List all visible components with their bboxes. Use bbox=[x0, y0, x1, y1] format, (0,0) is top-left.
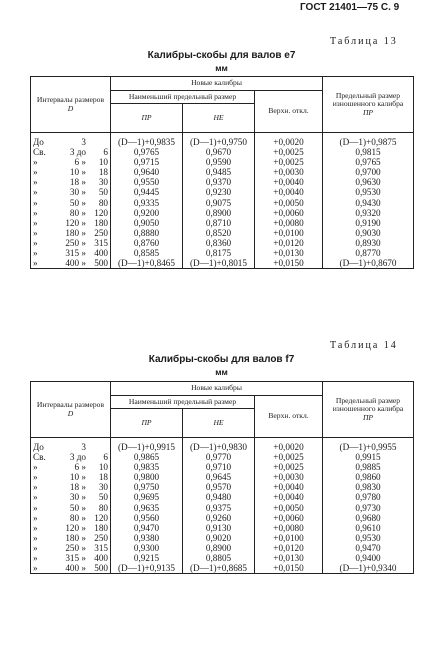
cell-interval bbox=[31, 238, 111, 248]
cell-interval bbox=[31, 248, 111, 258]
cell-pr: 0,9835 bbox=[111, 462, 183, 472]
table-row bbox=[31, 133, 414, 148]
interval-to: 6 bbox=[103, 452, 108, 463]
header-min-limit: Наименьший предельный размер bbox=[111, 91, 255, 104]
cell-interval bbox=[31, 438, 111, 453]
interval-to: 6 bbox=[103, 147, 108, 158]
interval-to: 180 bbox=[94, 217, 108, 228]
table-body bbox=[31, 133, 414, 269]
cell-worn-pr: (D—1)+0,9955 bbox=[323, 438, 414, 453]
cell-ne: 0,9370 bbox=[183, 177, 255, 187]
interval-prefix: » bbox=[33, 258, 38, 269]
table-row bbox=[31, 543, 414, 553]
interval-prefix: » bbox=[33, 462, 38, 473]
header-pr: ПР bbox=[111, 409, 183, 438]
cell-ne: 0,9230 bbox=[183, 187, 255, 197]
interval-from: 400 » bbox=[65, 563, 86, 574]
cell-worn-pr: 0,9030 bbox=[323, 228, 414, 238]
interval-from: 180 » bbox=[65, 532, 86, 543]
cell-ne: 0,9485 bbox=[183, 167, 255, 177]
cell-pr: (D—1)+0,9135 bbox=[111, 563, 183, 574]
cell-worn-pr: 0,9815 bbox=[323, 147, 414, 157]
cell-upper-dev: +0,0100 bbox=[255, 228, 323, 238]
cell-upper-dev: +0,0050 bbox=[255, 198, 323, 208]
cell-ne: 0,9480 bbox=[183, 492, 255, 502]
cell-interval bbox=[31, 462, 111, 472]
cell-worn-pr: 0,9860 bbox=[323, 472, 414, 482]
interval-from: 10 » bbox=[69, 167, 86, 178]
cell-pr: 0,9800 bbox=[111, 472, 183, 482]
cell-worn-pr: (D—1)+0,8670 bbox=[323, 258, 414, 269]
cell-pr: (D—1)+0,9915 bbox=[111, 438, 183, 453]
interval-prefix: » bbox=[33, 512, 38, 523]
interval-to: 120 bbox=[94, 512, 108, 523]
interval-to: 500 bbox=[94, 258, 108, 269]
cell-pr: 0,9200 bbox=[111, 208, 183, 218]
interval-prefix: » bbox=[33, 197, 38, 208]
header-ne: НЕ bbox=[183, 409, 255, 438]
cell-ne: 0,9375 bbox=[183, 503, 255, 513]
cell-ne: 0,9645 bbox=[183, 472, 255, 482]
interval-to: 120 bbox=[94, 207, 108, 218]
cell-pr: 0,8880 bbox=[111, 228, 183, 238]
cell-pr: 0,9750 bbox=[111, 482, 183, 492]
cell-worn-pr: 0,9190 bbox=[323, 218, 414, 228]
cell-pr: 0,8760 bbox=[111, 238, 183, 248]
interval-to: 250 bbox=[94, 532, 108, 543]
cell-interval bbox=[31, 482, 111, 492]
interval-to: 250 bbox=[94, 227, 108, 238]
interval-to bbox=[86, 442, 108, 452]
interval-to bbox=[86, 137, 108, 147]
interval-prefix: » bbox=[33, 157, 38, 168]
table-row bbox=[31, 258, 414, 269]
cell-pr: 0,9380 bbox=[111, 533, 183, 543]
cell-ne: 0,9260 bbox=[183, 513, 255, 523]
interval-prefix: » bbox=[33, 167, 38, 178]
cell-worn-pr: 0,8770 bbox=[323, 248, 414, 258]
interval-from: 120 » bbox=[65, 217, 86, 228]
cell-interval bbox=[31, 177, 111, 187]
cell-ne: (D—1)+0,9830 bbox=[183, 438, 255, 453]
table-row bbox=[31, 177, 414, 187]
cell-interval bbox=[31, 208, 111, 218]
header-intervals: Интервалы размеров D bbox=[31, 382, 111, 438]
header-upper-dev: Верхн. откл. bbox=[255, 91, 323, 133]
interval-from: 315 » bbox=[65, 248, 86, 259]
interval-prefix: » bbox=[33, 553, 38, 564]
cell-interval bbox=[31, 187, 111, 197]
table-row bbox=[31, 187, 414, 197]
interval-to: 30 bbox=[98, 177, 108, 188]
cell-upper-dev: +0,0040 bbox=[255, 492, 323, 502]
cell-upper-dev: +0,0080 bbox=[255, 523, 323, 533]
table-number-label: Таблица 13 bbox=[330, 36, 398, 47]
interval-prefix: » bbox=[33, 227, 38, 238]
table-row bbox=[31, 228, 414, 238]
cell-pr: 0,9695 bbox=[111, 492, 183, 502]
cell-worn-pr: 0,8930 bbox=[323, 238, 414, 248]
cell-pr: 0,8585 bbox=[111, 248, 183, 258]
cell-pr: 0,9635 bbox=[111, 503, 183, 513]
cell-ne: 0,8710 bbox=[183, 218, 255, 228]
table-row bbox=[31, 238, 414, 248]
interval-prefix: До bbox=[33, 137, 44, 147]
interval-prefix: » bbox=[33, 532, 38, 543]
table-unit: мм bbox=[215, 367, 228, 377]
cell-interval bbox=[31, 553, 111, 563]
interval-to: 400 bbox=[94, 553, 108, 564]
table-row bbox=[31, 452, 414, 462]
interval-prefix: Св. bbox=[33, 452, 46, 463]
cell-worn-pr: 0,9700 bbox=[323, 167, 414, 177]
interval-prefix: До bbox=[33, 442, 44, 452]
table-row bbox=[31, 482, 414, 492]
cell-ne: 0,9570 bbox=[183, 482, 255, 492]
interval-from: 18 » bbox=[69, 482, 86, 493]
cell-pr: 0,9715 bbox=[111, 157, 183, 167]
interval-from: 315 » bbox=[65, 553, 86, 564]
table-row bbox=[31, 167, 414, 177]
cell-pr: 0,9470 bbox=[111, 523, 183, 533]
table-row bbox=[31, 438, 414, 453]
cell-worn-pr: 0,9530 bbox=[323, 187, 414, 197]
interval-prefix: » bbox=[33, 248, 38, 259]
interval-from: 180 » bbox=[65, 227, 86, 238]
table-row bbox=[31, 198, 414, 208]
cell-worn-pr: 0,9730 bbox=[323, 503, 414, 513]
table-row bbox=[31, 208, 414, 218]
header-new-gauges: Новые калибры bbox=[111, 77, 323, 91]
interval-to: 30 bbox=[98, 482, 108, 493]
cell-ne: 0,8520 bbox=[183, 228, 255, 238]
interval-from: 80 » bbox=[69, 512, 86, 523]
cell-pr: 0,9865 bbox=[111, 452, 183, 462]
table-row bbox=[31, 563, 414, 574]
interval-to: 10 bbox=[98, 462, 108, 473]
cell-upper-dev: +0,0020 bbox=[255, 438, 323, 453]
cell-upper-dev: +0,0080 bbox=[255, 218, 323, 228]
cell-pr: 0,9560 bbox=[111, 513, 183, 523]
table-row bbox=[31, 462, 414, 472]
table-row bbox=[31, 472, 414, 482]
table-row bbox=[31, 513, 414, 523]
interval-to: 500 bbox=[94, 563, 108, 574]
cell-interval bbox=[31, 198, 111, 208]
cell-ne: (D—1)+0,8685 bbox=[183, 563, 255, 574]
cell-upper-dev: +0,0040 bbox=[255, 187, 323, 197]
interval-to: 80 bbox=[98, 502, 108, 513]
interval-prefix: » bbox=[33, 492, 38, 503]
cell-upper-dev: +0,0030 bbox=[255, 167, 323, 177]
cell-worn-pr: 0,9915 bbox=[323, 452, 414, 462]
table-row bbox=[31, 503, 414, 513]
interval-to: 18 bbox=[98, 472, 108, 483]
interval-from: 6 » bbox=[74, 157, 86, 168]
cell-upper-dev: +0,0120 bbox=[255, 238, 323, 248]
cell-upper-dev: +0,0130 bbox=[255, 248, 323, 258]
cell-pr: (D—1)+0,9835 bbox=[111, 133, 183, 148]
interval-from: 3 до bbox=[69, 452, 86, 463]
cell-ne: (D—1)+0,8015 bbox=[183, 258, 255, 269]
interval-to: 18 bbox=[98, 167, 108, 178]
cell-upper-dev: +0,0050 bbox=[255, 503, 323, 513]
cell-interval bbox=[31, 157, 111, 167]
cell-upper-dev: +0,0060 bbox=[255, 208, 323, 218]
cell-ne: 0,9130 bbox=[183, 523, 255, 533]
interval-from: 30 » bbox=[69, 492, 86, 503]
interval-prefix: » bbox=[33, 482, 38, 493]
table-number-label: Таблица 14 bbox=[330, 340, 398, 351]
cell-worn-pr: 0,9470 bbox=[323, 543, 414, 553]
cell-ne: 0,8360 bbox=[183, 238, 255, 248]
cell-upper-dev: +0,0030 bbox=[255, 472, 323, 482]
header-intervals: Интервалы размеров D bbox=[31, 77, 111, 133]
cell-pr: 0,9640 bbox=[111, 167, 183, 177]
interval-from: 250 » bbox=[65, 237, 86, 248]
table-row bbox=[31, 248, 414, 258]
cell-pr: 0,9050 bbox=[111, 218, 183, 228]
cell-worn-pr: 0,9430 bbox=[323, 198, 414, 208]
interval-from: 30 » bbox=[69, 187, 86, 198]
cell-ne: (D—1)+0,9750 bbox=[183, 133, 255, 148]
table-body bbox=[31, 438, 414, 574]
cell-worn-pr: 0,9630 bbox=[323, 177, 414, 187]
header-pr: ПР bbox=[111, 104, 183, 133]
cell-pr: 0,9765 bbox=[111, 147, 183, 157]
interval-prefix: » bbox=[33, 217, 38, 228]
interval-to: 80 bbox=[98, 197, 108, 208]
interval-to: 50 bbox=[98, 492, 108, 503]
cell-upper-dev: +0,0040 bbox=[255, 177, 323, 187]
interval-to: 315 bbox=[94, 542, 108, 553]
cell-interval bbox=[31, 472, 111, 482]
cell-upper-dev: +0,0120 bbox=[255, 543, 323, 553]
header-worn-gauge: Предельный размер изношенного калибра ПР bbox=[323, 382, 414, 438]
cell-upper-dev: +0,0060 bbox=[255, 513, 323, 523]
cell-ne: 0,9590 bbox=[183, 157, 255, 167]
cell-ne: 0,9075 bbox=[183, 198, 255, 208]
cell-interval bbox=[31, 147, 111, 157]
cell-upper-dev: +0,0100 bbox=[255, 533, 323, 543]
cell-worn-pr: (D—1)+0,9875 bbox=[323, 133, 414, 148]
interval-from: 50 » bbox=[69, 502, 86, 513]
cell-interval bbox=[31, 533, 111, 543]
cell-pr: 0,9335 bbox=[111, 198, 183, 208]
interval-from: 400 » bbox=[65, 258, 86, 269]
cell-worn-pr: 0,9830 bbox=[323, 482, 414, 492]
interval-prefix: » bbox=[33, 237, 38, 248]
cell-pr: 0,9215 bbox=[111, 553, 183, 563]
interval-to: 400 bbox=[94, 248, 108, 259]
cell-upper-dev: +0,0150 bbox=[255, 258, 323, 269]
interval-prefix: » bbox=[33, 472, 38, 483]
table-row bbox=[31, 218, 414, 228]
interval-from: 80 » bbox=[69, 207, 86, 218]
interval-from: 50 » bbox=[69, 197, 86, 208]
cell-ne: 0,8175 bbox=[183, 248, 255, 258]
cell-upper-dev: +0,0040 bbox=[255, 482, 323, 492]
table-row bbox=[31, 492, 414, 502]
table-row bbox=[31, 157, 414, 167]
interval-from: 3 до bbox=[69, 147, 86, 158]
cell-upper-dev: +0,0150 bbox=[255, 563, 323, 574]
cell-upper-dev: +0,0130 bbox=[255, 553, 323, 563]
header-worn-gauge: Предельный размер изношенного калибра ПР bbox=[323, 77, 414, 133]
table-unit: мм bbox=[215, 63, 228, 73]
header-ne: НЕ bbox=[183, 104, 255, 133]
cell-worn-pr: 0,9780 bbox=[323, 492, 414, 502]
interval-from: 10 » bbox=[69, 472, 86, 483]
interval-prefix: » bbox=[33, 522, 38, 533]
cell-ne: 0,9770 bbox=[183, 452, 255, 462]
page-header: ГОСТ 21401—75 С. 9 bbox=[300, 2, 400, 13]
table-title: Калибры-скобы для валов f7 bbox=[148, 354, 295, 365]
cell-upper-dev: +0,0025 bbox=[255, 147, 323, 157]
interval-from: 6 » bbox=[74, 462, 86, 473]
cell-interval bbox=[31, 452, 111, 462]
cell-upper-dev: +0,0025 bbox=[255, 157, 323, 167]
cell-interval bbox=[31, 258, 111, 269]
interval-prefix: » bbox=[33, 542, 38, 553]
cell-ne: 0,8805 bbox=[183, 553, 255, 563]
cell-pr: 0,9300 bbox=[111, 543, 183, 553]
cell-ne: 0,9710 bbox=[183, 462, 255, 472]
interval-from: 250 » bbox=[65, 542, 86, 553]
cell-interval bbox=[31, 503, 111, 513]
cell-worn-pr: 0,9320 bbox=[323, 208, 414, 218]
interval-prefix: » bbox=[33, 187, 38, 198]
header-upper-dev: Верхн. откл. bbox=[255, 396, 323, 438]
table-row bbox=[31, 533, 414, 543]
cell-worn-pr: 0,9765 bbox=[323, 157, 414, 167]
cell-ne: 0,8900 bbox=[183, 208, 255, 218]
interval-prefix: » bbox=[33, 207, 38, 218]
interval-to: 10 bbox=[98, 157, 108, 168]
cell-interval bbox=[31, 492, 111, 502]
table-title: Калибры-скобы для валов е7 bbox=[147, 50, 296, 61]
table-row bbox=[31, 523, 414, 533]
interval-to: 180 bbox=[94, 522, 108, 533]
cell-interval bbox=[31, 218, 111, 228]
header-new-gauges: Новые калибры bbox=[111, 382, 323, 396]
header-min-limit: Наименьший предельный размер bbox=[111, 396, 255, 409]
cell-worn-pr: 0,9400 bbox=[323, 553, 414, 563]
cell-interval bbox=[31, 133, 111, 148]
cell-worn-pr: 0,9885 bbox=[323, 462, 414, 472]
cell-interval bbox=[31, 513, 111, 523]
interval-from: 3 bbox=[81, 137, 86, 147]
cell-worn-pr: 0,9680 bbox=[323, 513, 414, 523]
data-table bbox=[30, 76, 414, 269]
cell-upper-dev: +0,0025 bbox=[255, 462, 323, 472]
interval-prefix: » bbox=[33, 502, 38, 513]
interval-to: 50 bbox=[98, 187, 108, 198]
cell-pr: 0,9445 bbox=[111, 187, 183, 197]
interval-from: 18 » bbox=[69, 177, 86, 188]
cell-interval bbox=[31, 523, 111, 533]
cell-interval bbox=[31, 563, 111, 574]
cell-interval bbox=[31, 167, 111, 177]
cell-interval bbox=[31, 228, 111, 238]
cell-worn-pr: 0,9610 bbox=[323, 523, 414, 533]
cell-worn-pr: 0,9530 bbox=[323, 533, 414, 543]
interval-to: 315 bbox=[94, 237, 108, 248]
interval-prefix: » bbox=[33, 177, 38, 188]
cell-upper-dev: +0,0020 bbox=[255, 133, 323, 148]
data-table bbox=[30, 381, 414, 574]
interval-prefix: Св. bbox=[33, 147, 46, 158]
cell-ne: 0,9670 bbox=[183, 147, 255, 157]
interval-from: 3 bbox=[81, 442, 86, 452]
interval-from: 120 » bbox=[65, 522, 86, 533]
cell-ne: 0,9020 bbox=[183, 533, 255, 543]
cell-upper-dev: +0,0025 bbox=[255, 452, 323, 462]
cell-pr: (D—1)+0,8465 bbox=[111, 258, 183, 269]
cell-interval bbox=[31, 543, 111, 553]
interval-prefix: » bbox=[33, 563, 38, 574]
table-row bbox=[31, 553, 414, 563]
cell-pr: 0,9550 bbox=[111, 177, 183, 187]
cell-ne: 0,8900 bbox=[183, 543, 255, 553]
cell-worn-pr: (D—1)+0,9340 bbox=[323, 563, 414, 574]
table-row bbox=[31, 147, 414, 157]
